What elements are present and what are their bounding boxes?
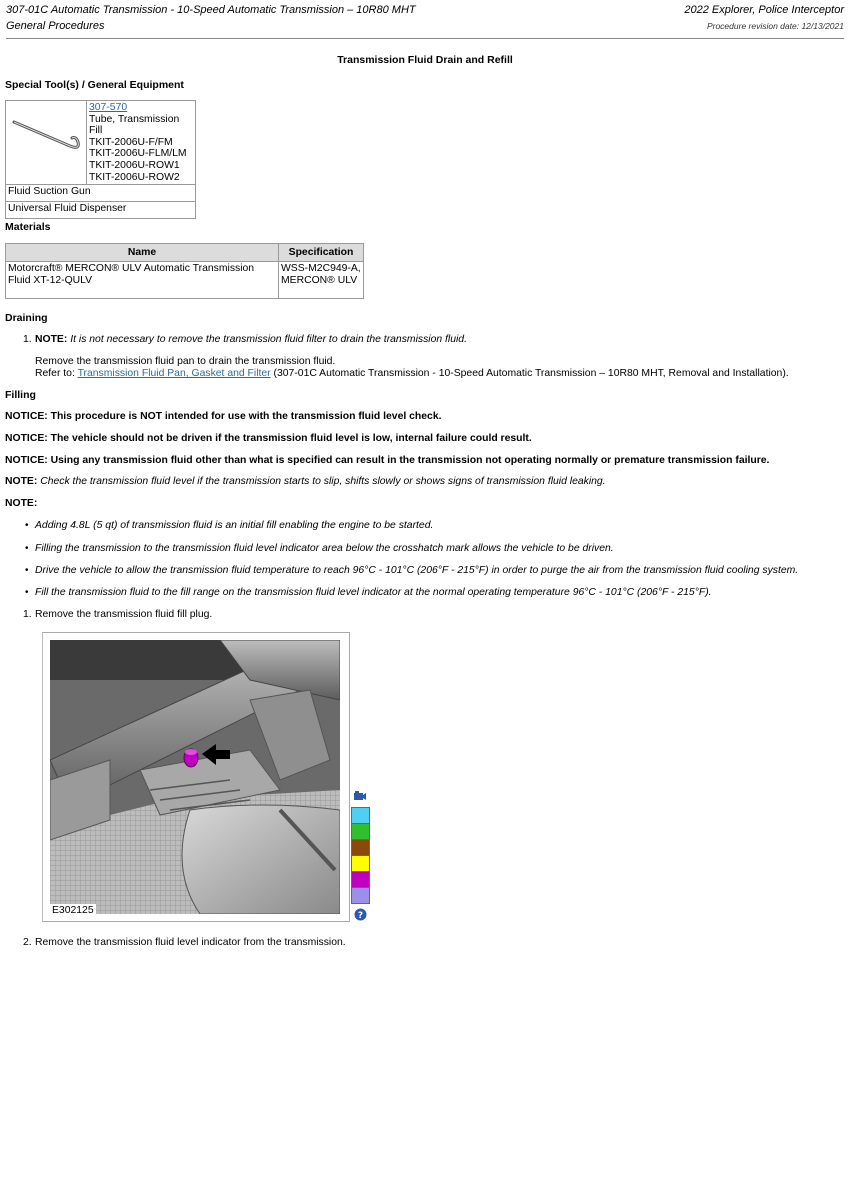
color-swatch-magenta[interactable] (351, 871, 370, 888)
svg-text:?: ? (357, 911, 364, 921)
materials-name-header: Name (6, 244, 279, 262)
notice: NOTICE: Using any transmission fluid other than what is specified can result in the transmission not operating normally or premature transmission failure. (5, 455, 770, 466)
tool-line: TKIT-2006U-FLM/LM (89, 148, 187, 160)
color-legend (351, 807, 370, 903)
transmission-illustration (50, 640, 340, 914)
note-label: NOTE: (35, 334, 68, 345)
notice: NOTICE: This procedure is NOT intended for use with the transmission fluid level check. (5, 411, 442, 422)
step-number: 2. (23, 937, 32, 948)
notice: NOTICE: The vehicle should not be driven if the transmission fluid level is low, internal failure could result. (5, 433, 532, 444)
refer-link[interactable]: Transmission Fluid Pan, Gasket and Filter (77, 368, 271, 379)
color-swatch-brown[interactable] (351, 839, 370, 856)
camera-icon[interactable] (353, 790, 367, 802)
refer-line (35, 368, 789, 379)
figure-id: E302125 (52, 905, 94, 916)
material-name: Motorcraft® MERCON® ULV Automatic Transmission Fluid XT-12-QULV (6, 262, 279, 299)
tool-line: TKIT-2006U-F/FM (89, 136, 173, 148)
step-text: Remove the transmission fluid fill plug. (35, 609, 213, 620)
tool-number-link[interactable]: 307-570 (89, 102, 128, 113)
procedure-title: Transmission Fluid Drain and Refill (337, 54, 513, 66)
tool-line: TKIT-2006U-ROW1 (89, 159, 180, 171)
bullet-item: Fill the transmission fluid to the fill range on the transmission fluid level indicator at the normal operating temperature 96°C - 101°C (206°F - 215°F). (35, 587, 712, 598)
color-swatch-yellow[interactable] (351, 855, 370, 872)
equipment-row: Fluid Suction Gun (6, 185, 196, 202)
tool-image-cell (6, 101, 87, 185)
note-text: Check the transmission fluid level if the transmission starts to slip, shifts slowly or shows signs of transmission fluid leaking. (40, 476, 606, 487)
note-label: NOTE: (5, 476, 38, 487)
bullet: • (25, 543, 29, 554)
bullet-item: Drive the vehicle to allow the transmission fluid temperature to reach 96°C - 101°C (206°F - 215°F) in order to purge the air from the transmission fluid cooling system. (35, 565, 799, 576)
bullet: • (25, 565, 29, 576)
bullet-item: Adding 4.8L (5 qt) of transmission fluid is an initial fill enabling the engine to be started. (35, 520, 434, 531)
materials-spec-header: Specification (279, 244, 364, 262)
draining-heading: Draining (5, 312, 48, 324)
bullet: • (25, 587, 29, 598)
materials-heading: Materials (5, 221, 51, 233)
doc-title: 307-01C Automatic Transmission - 10-Speed Automatic Transmission – 10R80 MHT (6, 4, 416, 16)
section-name: General Procedures (6, 20, 105, 32)
bullet-item: Filling the transmission to the transmission fluid level indicator area below the crosshatch mark allows the vehicle to be driven. (35, 543, 614, 554)
color-swatch-cyan[interactable] (351, 807, 370, 824)
step-number: 1. (23, 334, 32, 345)
page-header (6, 4, 844, 39)
filling-heading: Filling (5, 389, 36, 401)
refer-label: Refer to: (35, 368, 75, 379)
note-label: NOTE: (5, 498, 38, 509)
tool-line: Tube, Transmission Fill (89, 113, 180, 137)
vehicle-name: 2022 Explorer, Police Interceptor (684, 4, 844, 16)
color-swatch-green[interactable] (351, 823, 370, 840)
special-tools-table (5, 100, 196, 219)
color-swatch-lavender[interactable] (351, 887, 370, 904)
bullet: • (25, 520, 29, 531)
equipment-row: Universal Fluid Dispenser (6, 202, 196, 219)
refer-rest: (307-01C Automatic Transmission - 10-Speed Automatic Transmission – 10R80 MHT, Removal and Installation). (273, 368, 789, 379)
materials-table (5, 243, 364, 299)
step-text: Remove the transmission fluid level indicator from the transmission. (35, 937, 346, 948)
draining-note (35, 334, 467, 345)
note-text: It is not necessary to remove the transmission fluid filter to drain the transmission fluid. (70, 334, 467, 345)
revision-date: Procedure revision date: 12/13/2021 (706, 21, 844, 31)
tool-line: TKIT-2006U-ROW2 (89, 171, 180, 183)
help-icon[interactable] (354, 908, 367, 921)
fill-tube-icon (8, 102, 82, 172)
special-tools-heading: Special Tool(s) / General Equipment (5, 79, 184, 91)
tool-description-cell (87, 101, 196, 185)
material-spec: WSS-M2C949-A, MERCON® ULV (279, 262, 364, 299)
draining-line: Remove the transmission fluid pan to drain the transmission fluid. (35, 356, 336, 367)
step-number: 1. (23, 609, 32, 620)
filling-note (5, 476, 606, 487)
